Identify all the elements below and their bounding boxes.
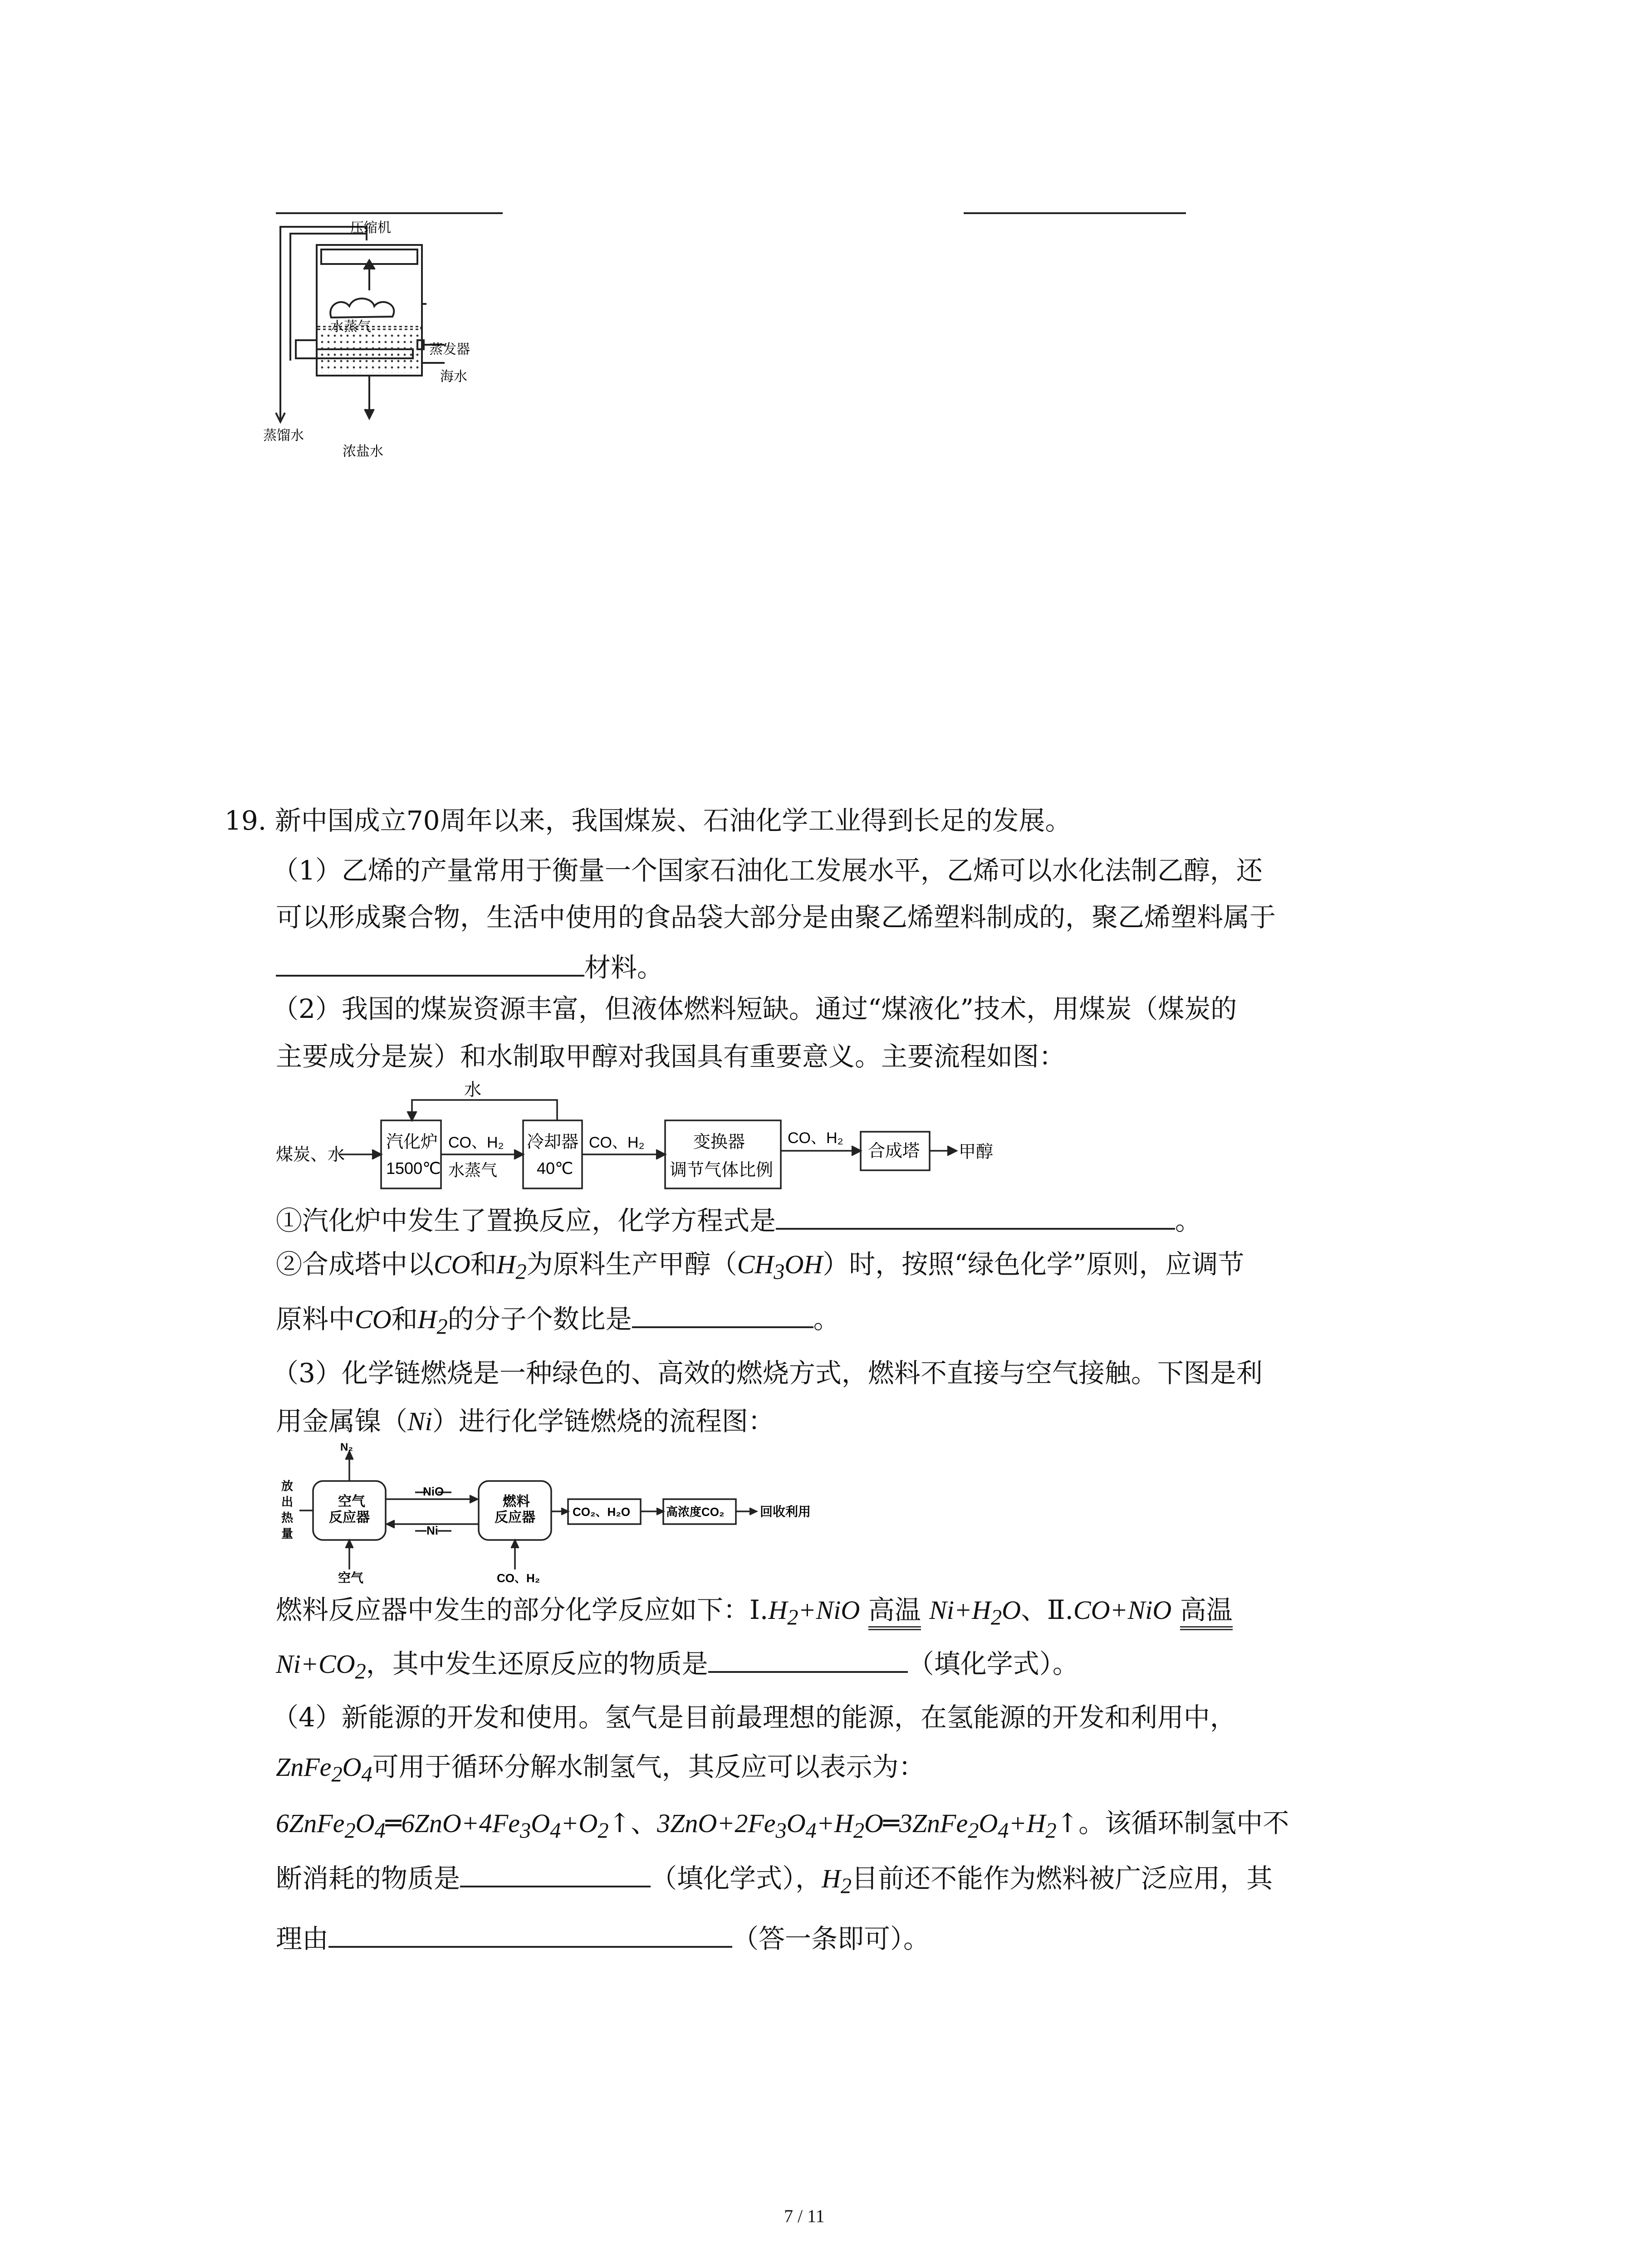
- gas-label-3: CO、H₂: [788, 1129, 843, 1147]
- part4-line4-b: （填化学式），: [651, 1863, 822, 1894]
- products-label: CO₂、H₂O: [573, 1505, 631, 1519]
- part3-line4: $Ni+CO_2$，其中发生还原反应的物质是 （填化学式）。: [276, 1648, 1079, 1684]
- part3-line4-c: （填化学式）。: [907, 1648, 1079, 1679]
- part3-line2-b: ）进行化学链燃烧的流程图：: [432, 1406, 774, 1437]
- vapor-label: 水蒸气: [448, 1161, 498, 1179]
- part3-line2: 用金属镍（Ni）进行化学链燃烧的流程图：: [276, 1406, 774, 1437]
- recycle-label: 回收利用: [760, 1505, 811, 1519]
- part2-line2: 主要成分是炭）和水制取甲醇对我国具有重要意义。主要流程如图：: [276, 1041, 1066, 1072]
- cooler-temp: 40℃: [537, 1159, 573, 1178]
- part4-line5: [276, 1922, 930, 1952]
- seawater-label: 海水: [440, 369, 467, 384]
- converter-sub-label: 调节气体比例: [670, 1161, 774, 1180]
- n2-label: N₂: [340, 1441, 353, 1453]
- coal-liquefaction-flowchart: [276, 1075, 1011, 1216]
- steam-label: 水蒸气: [330, 319, 371, 334]
- answer-blank-material[interactable]: [276, 951, 584, 977]
- part2-q1-suffix: 。: [1175, 1205, 1202, 1236]
- part2-q2: ②合成塔中以CO和$H_2$为原料生产甲醇$(CH_3OH)$时，按照“绿色化学”原则，应调节: [276, 1249, 1244, 1284]
- brine-label: 浓盐水: [343, 444, 383, 459]
- part2-q2-b: 和: [470, 1249, 497, 1280]
- part2-q3-b: 和: [391, 1304, 418, 1334]
- page-number: 7 / 11: [784, 2206, 825, 2226]
- part3-eq-a: 燃料反应器中发生的部分化学反应如下：Ⅰ.: [276, 1594, 769, 1625]
- question-19-intro: [225, 807, 1072, 834]
- answer-blank-ratio[interactable]: [632, 1303, 813, 1328]
- cooler-label: 冷却器: [527, 1133, 579, 1152]
- part4-line2: $ZnFe_2O_4$可用于循环分解水制氢气，其反应可以表示为：: [276, 1751, 925, 1787]
- part3-line4-b: ，其中发生还原反应的物质是: [366, 1648, 708, 1679]
- gas-label-2: CO、H₂: [589, 1134, 645, 1151]
- fuel-reactor-label-1: 燃料: [503, 1494, 530, 1509]
- nio-label: NiO: [423, 1485, 444, 1498]
- part1-tail: 材料。: [584, 952, 664, 983]
- methanol-label: 甲醇: [959, 1143, 994, 1162]
- gasifier-box: [381, 1120, 441, 1188]
- part3-line1: （3）化学链燃烧是一种绿色的、高效的燃烧方式，燃料不直接与空气接触。下图是利: [272, 1358, 1263, 1388]
- water-label: 水: [464, 1080, 482, 1100]
- part4-line4-a: 断消耗的物质是: [276, 1863, 460, 1894]
- part2-q1-text: ①汽化炉中发生了置换反应，化学方程式是: [276, 1205, 776, 1236]
- part1-line2: 可以形成聚合物，生活中使用的食品袋大部分是由聚乙烯塑料制成的，聚乙烯塑料属于: [276, 902, 1276, 933]
- evaporator-diagram: [263, 213, 517, 467]
- heat-char-1: 放: [281, 1479, 294, 1493]
- part2-q3-c: 的分子个数比是: [447, 1304, 632, 1334]
- high-co2-label: 高浓度CO₂: [666, 1505, 725, 1519]
- air-reactor-label-1: 空气: [338, 1494, 365, 1509]
- heat-char-2: 出: [281, 1495, 294, 1509]
- part4-line5-b: （答一条即可）。: [732, 1923, 930, 1954]
- gas-label-1: CO、H₂: [448, 1134, 504, 1151]
- part2-q3-a: 原料中: [276, 1304, 355, 1334]
- part4-line5-a: 理由: [276, 1923, 329, 1954]
- part2-q3: 原料中CO和$H_2$的分子个数比是 。: [276, 1304, 840, 1339]
- part3-equations: 燃料反应器中发生的部分化学反应如下：$Ⅰ.H_2+NiO$ 高温 $Ni+H_2O$、Ⅱ.CO+NiO 高温: [276, 1594, 1233, 1630]
- part1-line1: （1）乙烯的产量常用于衡量一个国家石油化工发展水平，乙烯可以水化法制乙醇，还: [272, 855, 1263, 886]
- part4-line1: （4）新能源的开发和使用。氢气是目前最理想的能源，在氢能源的开发和利用中，: [272, 1702, 1236, 1733]
- answer-blank-reason[interactable]: [328, 1922, 732, 1948]
- air-reactor-label-2: 反应器: [329, 1510, 370, 1525]
- gasifier-label: 汽化炉: [386, 1133, 438, 1152]
- gasifier-temp: 1500℃: [386, 1159, 441, 1178]
- ni-label: Ni: [426, 1524, 438, 1537]
- input-label: 煤炭、水: [276, 1145, 345, 1164]
- fuel-input-label: CO、H₂: [497, 1571, 540, 1585]
- reaction-condition-1: 高温: [868, 1594, 921, 1630]
- part4-equation: $6ZnFe_2O_4═6ZnO+4Fe_3O_4+O_2↑$、$3ZnO+2Fe_3O_4+H_2O═3ZnFe_2O_4+H_2↑$。该循环制氢中不: [276, 1808, 1289, 1843]
- part1-line3: [276, 951, 663, 981]
- question-number: 19.: [225, 805, 267, 836]
- reaction-condition-2: 高温: [1180, 1594, 1233, 1630]
- part2-q3-suffix: 。: [813, 1304, 840, 1334]
- fuel-reactor-label-2: 反应器: [495, 1510, 535, 1525]
- answer-blank-consumed-substance[interactable]: [460, 1862, 651, 1887]
- compressor-label: 压缩机: [350, 220, 391, 235]
- chemical-looping-flowchart: [272, 1438, 844, 1588]
- heat-char-3: 热: [281, 1511, 294, 1525]
- part3-line2-a: 用金属镍（: [276, 1406, 408, 1437]
- air-input-label: 空气: [338, 1571, 364, 1585]
- part4-eq-tail: 。该循环制氢中不: [1078, 1808, 1289, 1838]
- part2-line1: （2）我国的煤炭资源丰富，但液体燃料短缺。通过“煤液化”技术，用煤炭（煤炭的: [272, 993, 1237, 1024]
- synthesis-tower-label: 合成塔: [868, 1142, 920, 1161]
- intro-text: 新中国成立70周年以来，我国煤炭、石油化学工业得到长足的发展。: [274, 805, 1072, 836]
- answer-blank-reduced-substance[interactable]: [708, 1647, 908, 1673]
- part2-q1: [276, 1204, 1201, 1234]
- evaporator-label: 蒸发器: [429, 342, 470, 357]
- answer-blank-equation[interactable]: [776, 1204, 1175, 1230]
- part2-q2-c: 为原料生产甲醇（: [526, 1249, 737, 1280]
- distilled-water-label: 蒸馏水: [263, 428, 304, 443]
- part4-line4: 断消耗的物质是 （填化学式），$H_2$目前还不能作为燃料被广泛应用，其: [276, 1863, 1273, 1898]
- part2-q2-d: ）时，按照“绿色化学”原则，应调节: [823, 1249, 1244, 1280]
- answer-blank-top-right[interactable]: [964, 212, 1186, 214]
- part4-line2-b: 可用于循环分解水制氢气，其反应可以表示为：: [372, 1751, 925, 1782]
- part3-sep: 、Ⅱ.: [1021, 1594, 1073, 1625]
- part2-q2-a: ②合成塔中以: [276, 1249, 434, 1280]
- converter-label: 变换器: [693, 1133, 745, 1152]
- heat-char-4: 量: [281, 1527, 294, 1540]
- cooler-box: [523, 1120, 582, 1188]
- part4-line4-c: 目前还不能作为燃料被广泛应用，其: [852, 1863, 1273, 1894]
